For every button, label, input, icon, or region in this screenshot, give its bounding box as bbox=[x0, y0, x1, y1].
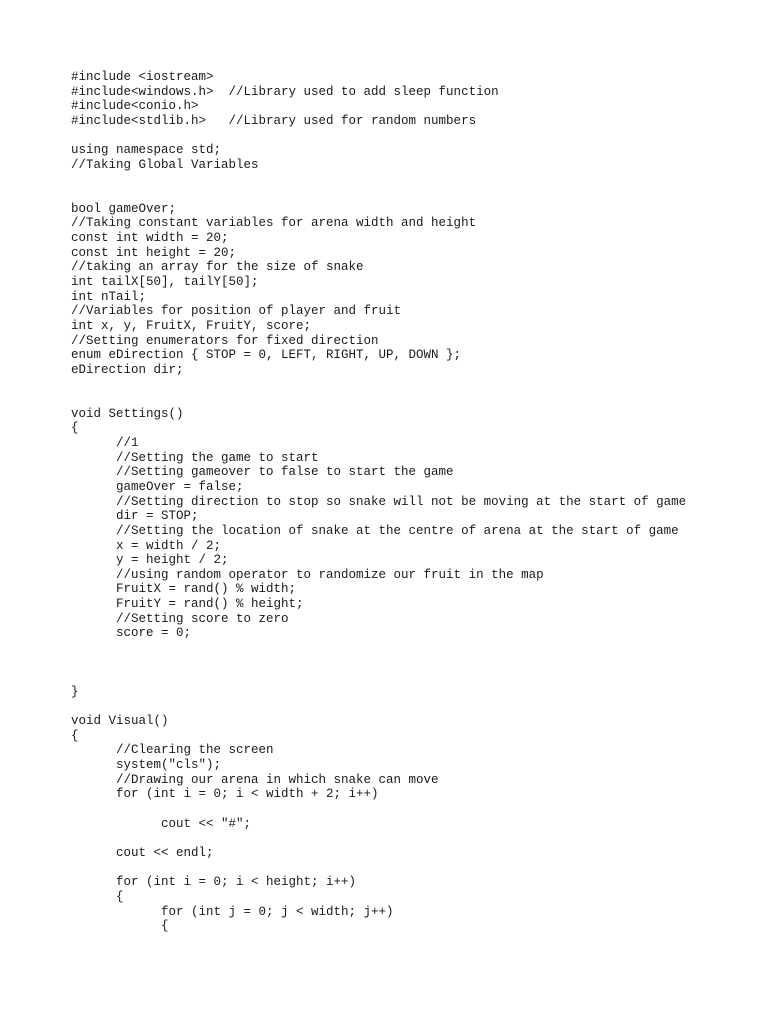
code-line bbox=[71, 831, 751, 846]
code-line: FruitX = rand() % width; bbox=[71, 582, 297, 597]
code-line: dir = STOP; bbox=[71, 509, 199, 524]
code-line: for (int i = 0; i < height; i++) bbox=[71, 875, 357, 890]
code-line: #include<conio.h> bbox=[71, 99, 199, 114]
code-line: //Setting the game to start bbox=[71, 450, 319, 465]
code-line: //Setting direction to stop so snake will not be moving at the start of game bbox=[71, 494, 687, 509]
code-line: { bbox=[71, 421, 79, 436]
code-line bbox=[71, 802, 751, 817]
code-line: //Taking constant variables for arena width and height bbox=[71, 216, 477, 231]
code-line bbox=[71, 392, 751, 407]
code-line: int x, y, FruitX, FruitY, score; bbox=[71, 318, 312, 333]
code-line: int nTail; bbox=[71, 289, 147, 304]
code-line: //using random operator to randomize our fruit in the map bbox=[71, 567, 544, 582]
code-line: //Setting gameover to false to start the game bbox=[71, 465, 454, 480]
code-line: #include <iostream> bbox=[71, 70, 214, 84]
code-line: const int width = 20; bbox=[71, 231, 229, 246]
code-line: //taking an array for the size of snake bbox=[71, 260, 364, 275]
code-line: } bbox=[71, 684, 79, 699]
code-line: enum eDirection { STOP = 0, LEFT, RIGHT, UP, DOWN }; bbox=[71, 348, 462, 363]
code-line bbox=[71, 172, 751, 187]
code-line: //Drawing our arena in which snake can move bbox=[71, 772, 439, 787]
code-line bbox=[71, 656, 751, 671]
code-line: //1 bbox=[71, 436, 139, 451]
code-line: { bbox=[71, 728, 79, 743]
code-line: //Setting score to zero bbox=[71, 611, 289, 626]
code-line: { bbox=[71, 889, 124, 904]
code-line: #include<windows.h> //Library used to add sleep function bbox=[71, 84, 499, 99]
code-line bbox=[71, 129, 751, 144]
code-line: //Clearing the screen bbox=[71, 743, 274, 758]
code-line bbox=[71, 700, 751, 715]
code-line: void Visual() bbox=[71, 714, 169, 729]
code-line: bool gameOver; bbox=[71, 201, 177, 216]
code-line: #include<stdlib.h> //Library used for random numbers bbox=[71, 113, 477, 128]
code-line: y = height / 2; bbox=[71, 553, 229, 568]
code-line: //Variables for position of player and fruit bbox=[71, 304, 402, 319]
code-line: cout << endl; bbox=[71, 845, 214, 860]
code-line: void Settings() bbox=[71, 406, 184, 421]
code-line bbox=[71, 187, 751, 202]
code-line: //Setting the location of snake at the centre of arena at the start of game bbox=[71, 523, 679, 538]
code-line: gameOver = false; bbox=[71, 479, 244, 494]
code-line: //Setting enumerators for fixed direction bbox=[71, 333, 379, 348]
code-line: cout << "#"; bbox=[71, 816, 252, 831]
code-line: x = width / 2; bbox=[71, 538, 222, 553]
code-listing bbox=[71, 70, 751, 934]
code-line bbox=[71, 861, 751, 876]
code-line bbox=[71, 377, 751, 392]
code-line bbox=[71, 641, 751, 656]
code-line: const int height = 20; bbox=[71, 245, 237, 260]
code-line: int tailX[50], tailY[50]; bbox=[71, 274, 259, 289]
code-line bbox=[71, 670, 751, 685]
code-line: FruitY = rand() % height; bbox=[71, 597, 304, 612]
code-line: eDirection dir; bbox=[71, 362, 184, 377]
code-line: //Taking Global Variables bbox=[71, 157, 259, 172]
code-line: system("cls"); bbox=[71, 758, 222, 773]
code-line: score = 0; bbox=[71, 626, 192, 641]
code-line: for (int i = 0; i < width + 2; i++) bbox=[71, 787, 379, 802]
code-line: for (int j = 0; j < width; j++) bbox=[71, 904, 394, 919]
code-line: using namespace std; bbox=[71, 143, 222, 158]
code-line: { bbox=[71, 919, 169, 934]
